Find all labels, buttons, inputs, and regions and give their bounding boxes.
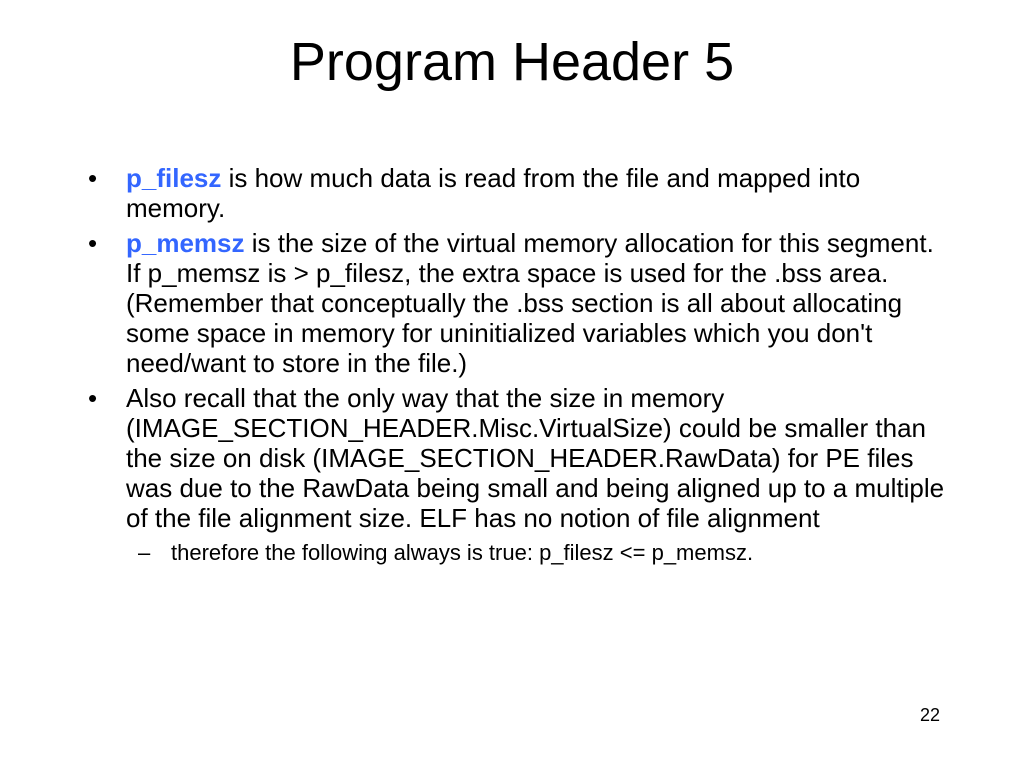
bullet-list [88,163,948,572]
bullet-marker: • [88,383,98,413]
dash-marker: – [138,540,151,565]
bullet-marker: • [88,163,98,193]
keyword-p-memsz: p_memsz [126,228,245,258]
bullet-item-p-memsz [88,228,948,378]
sub-bullet-item [126,539,948,567]
bullet-item-also-recall [88,383,948,567]
sub-bullet-list [126,539,948,567]
keyword-p-filesz: p_filesz [126,163,222,193]
bullet-marker: • [88,228,98,258]
bullet-text: is the size of the virtual memory allocation for this segment. If p_memsz is > p_filesz, the extra space is used for the .bss area. (Remember that conceptually the .bss section is all about allocating some space in memory for uninitialized variables which you don't need/want to store in the file.) [126,228,934,378]
bullet-text: is how much data is read from the file and mapped into memory. [126,163,861,223]
bullet-text: Also recall that the only way that the size in memory (IMAGE_SECTION_HEADER.Misc.VirtualSize) could be smaller than the size on disk (IMAGE_SECTION_HEADER.RawData) for PE files was due to the RawData being small and being aligned up to a multiple of the file alignment size. ELF has no notion of file alignment [126,383,945,533]
slide-title: Program Header 5 [289,32,735,92]
page-number: 22 [919,705,940,725]
bullet-item-p-filesz [88,163,948,223]
sub-bullet-text: therefore the following always is true: p_filesz <= p_memsz. [171,540,754,565]
